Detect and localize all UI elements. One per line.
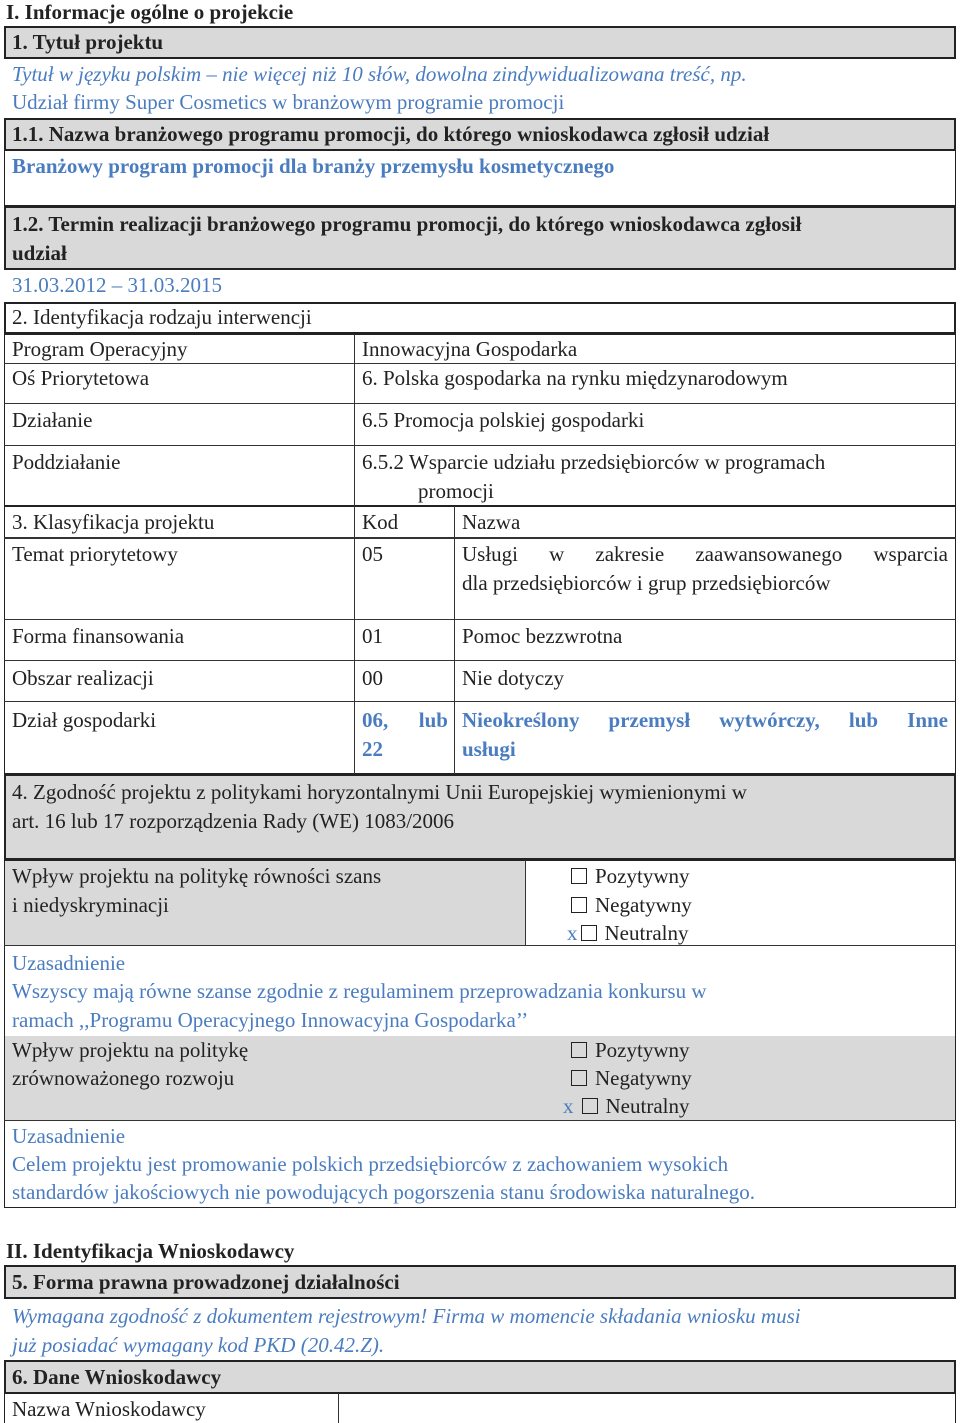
intervention-row-sep [4,403,956,404]
applicant-name-label: Nazwa Wnioskodawcy [12,1397,206,1421]
classification-code: 00 [362,666,383,690]
checkbox-icon[interactable] [571,868,587,884]
legal-form-hint-line2: już posiadać wymagany kod PKD (20.42.Z). [12,1333,385,1357]
selected-mark: x [567,921,578,945]
checkbox-icon[interactable] [571,1070,587,1086]
term-value: 31.03.2012 – 31.03.2015 [12,273,222,297]
intervention-heading: 2. Identyfikacja rodzaju interwencji [12,305,312,329]
program-value: Branżowy program promocji dla branży przemysłu kosmetycznego [12,154,615,178]
sustain-justification-line2: standardów jakościowych nie powodujących pogorszenia stanu środowiska naturalnego. [12,1180,755,1204]
selected-mark: x [563,1094,574,1118]
equality-label-line1: Wpływ projektu na politykę równości szans [12,864,382,888]
classification-row-sep [4,619,956,620]
applicant-name-input[interactable] [339,1394,955,1423]
classification-name-line1: Usługi w zakresie zaawansowanego wsparcia [462,542,948,566]
classification-col-name: Nazwa [462,510,521,534]
classification-heading: 3. Klasyfikacja projektu [12,510,215,534]
title-heading: 1. Tytuł projektu [12,30,164,54]
sustain-opt-positive[interactable] [571,1036,690,1065]
classification-divider-2 [454,506,455,774]
checkbox-icon[interactable] [571,897,587,913]
intervention-label: Poddziałanie [12,450,121,474]
equality-opt-neutral[interactable] [567,919,688,948]
section-2-heading: II. Identyfikacja Wnioskodawcy [6,1239,295,1263]
classification-row-sep [4,537,956,539]
sustain-bottom [4,1120,956,1121]
sustain-justification-line1: Celem projektu jest promowanie polskich przedsiębiorców z zachowaniem wysokich [12,1152,729,1176]
sustain-label-line2: zrównoważonego rozwoju [12,1066,235,1090]
equality-justification-line2: ramach ,,Programu Operacyjnego Innowacyjna Gospodarka’’ [12,1008,529,1032]
equality-justification-line1: Wszyscy mają równe szanse zgodnie z regulaminem przeprowadzania konkursu w [12,979,707,1003]
option-label: Neutralny [605,1094,690,1118]
classification-label: Forma finansowania [12,624,185,648]
equality-bottom [4,945,956,946]
intervention-divider [354,334,355,506]
classification-name-line2: usługi [462,737,516,761]
compliance-heading-line1: 4. Zgodność projektu z politykami horyzontalnymi Unii Europejskiej wymienionymi w [12,780,747,804]
classification-code: 01 [362,624,383,648]
section-1-heading: I. Informacje ogólne o projekcie [6,0,294,24]
term-heading-line1: 1.2. Termin realizacji branżowego programu promocji, do którego wnioskodawca zgłosił [12,212,802,236]
legal-form-hint-line1: Wymagana zgodność z dokumentem rejestrowym! Firma w momencie składania wniosku musi [12,1304,801,1328]
classification-code: 05 [362,542,383,566]
classification-divider-1 [354,506,355,774]
option-label: Negatywny [595,1066,692,1090]
classification-row-sep [4,660,956,661]
intervention-value: 6. Polska gospodarka na rynku międzynarodowym [362,366,788,390]
intervention-label: Program Operacyjny [12,337,188,361]
option-label: Negatywny [595,893,692,917]
sustain-opt-neutral[interactable] [563,1092,689,1121]
program-heading: 1.1. Nazwa branżowego programu promocji, do którego wnioskodawca zgłosił udział [12,122,770,146]
title-hint-line1: Tytuł w języku polskim – nie więcej niż 10 słów, dowolna zindywidualizowana treść, np. [12,62,747,86]
intervention-label: Oś Priorytetowa [12,366,150,390]
classification-name-line1: Nie dotyczy [462,666,565,690]
checkbox-icon[interactable] [581,925,597,941]
equality-opt-negative[interactable] [571,891,692,920]
sustain-opt-negative[interactable] [571,1064,692,1093]
legal-form-heading: 5. Forma prawna prowadzonej działalności [12,1270,400,1294]
classification-col-code: Kod [362,510,399,534]
title-hint-line2: Udział firmy Super Cosmetics w branżowym programie promocji [12,90,565,114]
compliance-heading-line2: art. 16 lub 17 rozporządzenia Rady (WE) 1083/2006 [12,809,455,833]
classification-label: Dział gospodarki [12,708,157,732]
intervention-value: Innowacyjna Gospodarka [362,337,578,361]
option-label: Pozytywny [595,1038,690,1062]
option-label: Pozytywny [595,864,690,888]
applicant-heading: 6. Dane Wnioskodawcy [12,1365,222,1389]
classification-code-line2: 22 [362,737,383,761]
term-heading-line2: udział [12,241,67,265]
option-label: Neutralny [604,921,689,945]
intervention-row-sep [4,445,956,446]
equality-opt-positive[interactable] [571,862,690,891]
classification-row-sep [4,701,956,702]
classification-label: Temat priorytetowy [12,542,178,566]
classification-name-line1: Nieokreślony przemysł wytwórczy, lub Inne [462,708,948,732]
equality-label-line2: i niedyskryminacji [12,893,169,917]
intervention-label: Działanie [12,408,93,432]
sustain-justification-label: Uzasadnienie [12,1124,126,1148]
intervention-value: 6.5.2 Wsparcie udziału przedsiębiorców w programach [362,450,826,474]
equality-divider [525,860,526,946]
classification-name-line1: Pomoc bezzwrotna [462,624,623,648]
classification-code-line1: 06, lub [362,708,448,732]
intervention-value-line2: promocji [418,479,494,503]
classification-name-line2: dla przedsiębiorców i grup przedsiębiorców [462,571,831,595]
checkbox-icon[interactable] [571,1042,587,1058]
intervention-value: 6.5 Promocja polskiej gospodarki [362,408,645,432]
checkbox-icon[interactable] [582,1098,598,1114]
sustain-label-line1: Wpływ projektu na politykę [12,1038,249,1062]
classification-label: Obszar realizacji [12,666,154,690]
equality-justification-label: Uzasadnienie [12,951,126,975]
